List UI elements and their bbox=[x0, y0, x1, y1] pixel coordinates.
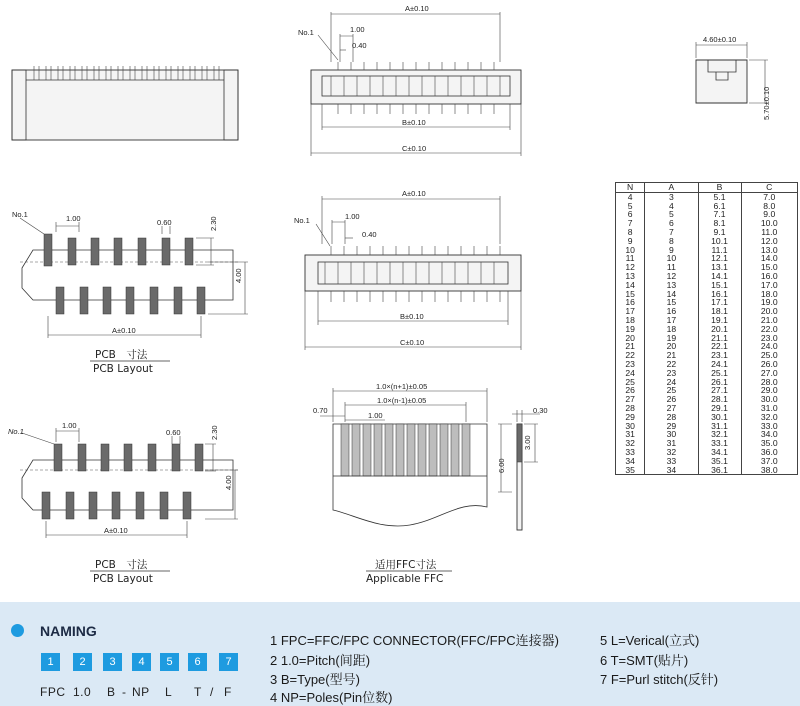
table-cell: 9 bbox=[627, 235, 633, 246]
table-cell: 6 bbox=[645, 219, 698, 228]
table-cell: 11 bbox=[645, 263, 698, 272]
pcb1-pitch-line bbox=[56, 222, 79, 232]
table-cell: 31 bbox=[645, 439, 698, 448]
pcb1-pad-h: 2.30 bbox=[209, 216, 218, 231]
ffc-pitch: 1.00 bbox=[368, 411, 383, 420]
table-cell: 36.0 bbox=[741, 448, 797, 457]
ffc-caption-en: Applicable FFC bbox=[366, 573, 444, 585]
code-token: - bbox=[122, 685, 127, 699]
table-cell: 24.0 bbox=[741, 342, 797, 351]
code-number-box: 3 bbox=[103, 653, 122, 671]
table-cell: 9.1 bbox=[698, 228, 741, 237]
naming-line: 2 1.0=Pitch(间距) bbox=[270, 653, 371, 668]
naming-line: 5 L=Verical(立式) bbox=[600, 633, 700, 648]
table-cell: 7 bbox=[645, 228, 698, 237]
table-cell: 19.0 bbox=[741, 298, 797, 307]
table-cell: 16.1 bbox=[698, 290, 741, 299]
code-number-box: 5 bbox=[160, 653, 179, 671]
table-cell: 33 bbox=[645, 457, 698, 466]
table-cell: 11.0 bbox=[741, 228, 797, 237]
top-housing bbox=[311, 70, 521, 104]
pcb-layout-2 bbox=[8, 421, 238, 585]
table-cell: 18.1 bbox=[698, 307, 741, 316]
table-cell: 34.0 bbox=[741, 430, 797, 439]
pcb2-pad-w-line bbox=[172, 436, 180, 444]
table-cell: 16 bbox=[645, 307, 698, 316]
code-token: B bbox=[107, 685, 116, 699]
table-cell: 18 bbox=[645, 325, 698, 334]
table-cell: 23 bbox=[645, 369, 698, 378]
top-no1: No.1 bbox=[298, 28, 314, 37]
naming-title: NAMING bbox=[40, 623, 97, 639]
table-cell: 27.0 bbox=[741, 369, 797, 378]
top-dim-a: A±0.10 bbox=[405, 4, 429, 13]
code-number-box: 1 bbox=[41, 653, 60, 671]
ffc-inner-line bbox=[345, 402, 466, 422]
ffc-length: 6.00 bbox=[497, 458, 506, 473]
table-cell: 29.1 bbox=[698, 404, 741, 413]
table-cell: 32.1 bbox=[698, 430, 741, 439]
table-cell: 17.0 bbox=[741, 281, 797, 290]
table-cell: 30.1 bbox=[698, 413, 741, 422]
mid-no1: No.1 bbox=[294, 216, 310, 225]
table-cell: 35 bbox=[625, 464, 635, 475]
table-cell: 25.1 bbox=[698, 369, 741, 378]
table-cell: 22 bbox=[625, 350, 635, 361]
table-cell: 36.1 bbox=[698, 466, 741, 475]
code-number-box: 7 bbox=[219, 653, 238, 671]
pcb1-pad-w: 0.60 bbox=[157, 218, 172, 227]
table-cell: 15.0 bbox=[741, 263, 797, 272]
top-dim-pitch: 1.00 bbox=[350, 25, 365, 34]
table-cell: 8 bbox=[645, 237, 698, 246]
table-cell: 31.0 bbox=[741, 404, 797, 413]
table-cell: 29 bbox=[645, 422, 698, 431]
table-header: A bbox=[645, 183, 698, 193]
mid-dim-pitch-line bbox=[332, 220, 345, 244]
table-cell: 8.0 bbox=[741, 202, 797, 211]
table-cell: 35.1 bbox=[698, 457, 741, 466]
table-cell: 17.1 bbox=[698, 298, 741, 307]
table-cell: 21 bbox=[625, 341, 635, 352]
table-cell: 5 bbox=[627, 200, 633, 211]
table-cell: 17 bbox=[625, 306, 635, 317]
ffc-stiff: 3.00 bbox=[523, 435, 532, 450]
pcb2-pads-bottom bbox=[42, 492, 191, 519]
pcb1-caption-en: PCB Layout bbox=[93, 363, 153, 375]
table-cell: 33.0 bbox=[741, 422, 797, 431]
table-cell: 19 bbox=[625, 323, 635, 334]
pcb2-a: A±0.10 bbox=[104, 526, 128, 535]
side-view bbox=[696, 35, 771, 120]
table-cell: 29 bbox=[625, 411, 635, 422]
side-dim-width: 4.60±0.10 bbox=[703, 35, 737, 44]
table-cell: 19.1 bbox=[698, 316, 741, 325]
mid-housing bbox=[305, 255, 521, 291]
table-header: C bbox=[741, 183, 797, 193]
dimension-table bbox=[615, 182, 798, 475]
naming-line: 4 NP=Poles(Pin位数) bbox=[270, 690, 393, 705]
table-cell: 15 bbox=[625, 288, 635, 299]
mid-dim-pitch: 1.00 bbox=[345, 212, 360, 221]
code-token: F bbox=[224, 685, 232, 699]
table-cell: 16 bbox=[625, 297, 635, 308]
table-cell: 28.1 bbox=[698, 395, 741, 404]
table-cell: 5.1 bbox=[698, 192, 741, 201]
table-cell: 18.0 bbox=[741, 290, 797, 299]
side-housing bbox=[696, 60, 747, 103]
table-cell: 9 bbox=[645, 246, 698, 255]
table-cell: 27 bbox=[625, 394, 635, 405]
table-cell: 20 bbox=[625, 332, 635, 343]
code-number-box: 2 bbox=[73, 653, 92, 671]
table-cell: 9.0 bbox=[741, 210, 797, 219]
table-body bbox=[616, 192, 798, 475]
table-cell: 21 bbox=[645, 351, 698, 360]
table-cell: 34 bbox=[625, 455, 635, 466]
ffc-thick: 0.30 bbox=[533, 406, 548, 415]
table-cell: 25 bbox=[645, 386, 698, 395]
table-cell: 18 bbox=[625, 314, 635, 325]
pcb-layout-1 bbox=[12, 210, 248, 375]
table-cell: 7.0 bbox=[741, 192, 797, 201]
table-cell: 21.0 bbox=[741, 316, 797, 325]
table-cell: 35.0 bbox=[741, 439, 797, 448]
table-cell: 26 bbox=[625, 385, 635, 396]
table-cell: 20 bbox=[645, 342, 698, 351]
mid-dim-c: C±0.10 bbox=[400, 338, 425, 347]
code-number-box: 4 bbox=[132, 653, 151, 671]
pcb1-no1-leader bbox=[20, 218, 44, 234]
table-cell: 12.1 bbox=[698, 254, 741, 263]
table-cell: 37.0 bbox=[741, 457, 797, 466]
table-cell: 16.0 bbox=[741, 272, 797, 281]
table-cell: 21.1 bbox=[698, 334, 741, 343]
pcb2-pad-h: 2.30 bbox=[210, 425, 219, 440]
table-cell: 26.0 bbox=[741, 360, 797, 369]
table-cell: 33 bbox=[625, 446, 635, 457]
table-cell: 15 bbox=[645, 298, 698, 307]
table-cell: 13.1 bbox=[698, 263, 741, 272]
ffc-caption-cn: 适用FFC寸法 bbox=[375, 559, 437, 571]
table-cell: 23.1 bbox=[698, 351, 741, 360]
pcb1-pad-h-line bbox=[196, 238, 214, 265]
pcb2-pitch-line bbox=[56, 428, 79, 442]
table-cell: 14.0 bbox=[741, 254, 797, 263]
mid-view bbox=[294, 189, 521, 350]
pcb2-caption-cn: PCB 寸法 bbox=[95, 559, 148, 571]
table-cell: 25 bbox=[625, 376, 635, 387]
ffc-length-line bbox=[498, 424, 512, 492]
table-row bbox=[616, 466, 798, 475]
ffc-contacts bbox=[341, 424, 470, 476]
table-cell: 28.0 bbox=[741, 378, 797, 387]
table-header-row bbox=[616, 183, 798, 193]
ffc-total: 1.0×(n+1)±0.05 bbox=[376, 382, 428, 391]
table-cell: 23 bbox=[625, 358, 635, 369]
top-view bbox=[298, 4, 521, 156]
table-cell: 33.1 bbox=[698, 439, 741, 448]
table-cell: 24.1 bbox=[698, 360, 741, 369]
side-dim-height: 5.70±0.10 bbox=[762, 86, 771, 120]
naming-line: 1 FPC=FFC/FPC CONNECTOR(FFC/FPC连接器) bbox=[270, 633, 560, 648]
table-cell: 3 bbox=[645, 192, 698, 201]
table-cell: 24 bbox=[625, 367, 635, 378]
table-cell: 12.0 bbox=[741, 237, 797, 246]
front-housing bbox=[12, 70, 238, 140]
table-cell: 7.1 bbox=[698, 210, 741, 219]
table-cell: 27.1 bbox=[698, 386, 741, 395]
table-cell: 25.0 bbox=[741, 351, 797, 360]
table-cell: 23.0 bbox=[741, 334, 797, 343]
ffc-edge: 0.70 bbox=[313, 406, 328, 415]
ffc-inner: 1.0×(n-1)±0.05 bbox=[377, 396, 427, 405]
top-no1-leader bbox=[318, 35, 338, 60]
ffc-stiffener bbox=[517, 424, 522, 462]
table-cell: 26.1 bbox=[698, 378, 741, 387]
table-cell: 29.0 bbox=[741, 386, 797, 395]
code-token: FPC bbox=[40, 685, 66, 699]
code-token: 1.0 bbox=[73, 685, 92, 699]
table-cell: 20.0 bbox=[741, 307, 797, 316]
table-cell: 27 bbox=[645, 404, 698, 413]
pcb2-row-gap: 4.00 bbox=[224, 475, 233, 490]
pcb1-caption-cn: PCB 寸法 bbox=[95, 349, 148, 361]
pcb2-pad-h-line bbox=[205, 444, 216, 471]
table-cell: 24 bbox=[645, 378, 698, 387]
pcb2-caption-en: PCB Layout bbox=[93, 573, 153, 585]
mid-dim-pin-width: 0.40 bbox=[362, 230, 377, 239]
table-cell: 22.1 bbox=[698, 342, 741, 351]
naming-line: 3 B=Type(型号) bbox=[270, 672, 360, 687]
table-cell: 10 bbox=[625, 244, 635, 255]
pcb1-pad-w-line bbox=[162, 226, 170, 234]
code-token: T bbox=[194, 685, 202, 699]
naming-section bbox=[0, 602, 800, 706]
front-view bbox=[12, 66, 238, 140]
bullet-dot-icon bbox=[11, 624, 24, 637]
table-cell: 34 bbox=[645, 466, 698, 475]
top-dim-c: C±0.10 bbox=[402, 144, 427, 153]
ffc-view bbox=[313, 382, 548, 585]
table-cell: 22 bbox=[645, 360, 698, 369]
mid-dim-a: A±0.10 bbox=[402, 189, 426, 198]
table-header: N bbox=[616, 183, 645, 193]
table-cell: 10.0 bbox=[741, 219, 797, 228]
pcb2-no1-leader bbox=[22, 433, 54, 444]
table-cell: 28 bbox=[645, 413, 698, 422]
table-cell: 17 bbox=[645, 316, 698, 325]
pcb2-no1: No.1 bbox=[8, 427, 24, 436]
table-cell: 30 bbox=[625, 420, 635, 431]
pcb2-pad-w: 0.60 bbox=[166, 428, 181, 437]
table-cell: 13 bbox=[645, 281, 698, 290]
table-cell: 6 bbox=[627, 209, 633, 220]
pcb2-pitch: 1.00 bbox=[62, 421, 77, 430]
top-dim-a-line bbox=[331, 12, 500, 62]
pcb1-no1: No.1 bbox=[12, 210, 28, 219]
table-cell: 14 bbox=[645, 290, 698, 299]
table-cell: 22.0 bbox=[741, 325, 797, 334]
top-dim-b: B±0.10 bbox=[402, 118, 426, 127]
table-cell: 28 bbox=[625, 402, 635, 413]
pcb1-a: A±0.10 bbox=[112, 326, 136, 335]
table-cell: 11.1 bbox=[698, 246, 741, 255]
pcb1-pads-bottom bbox=[56, 287, 205, 314]
code-number-box: 6 bbox=[188, 653, 207, 671]
side-dim-width-line bbox=[696, 42, 747, 58]
table-cell: 5 bbox=[645, 210, 698, 219]
naming-line: 6 T=SMT(贴片) bbox=[600, 653, 689, 668]
table-cell: 13.0 bbox=[741, 246, 797, 255]
pcb2-pads-top bbox=[54, 444, 203, 471]
table-cell: 31 bbox=[625, 429, 635, 440]
naming-line: 7 F=Purl stitch(反针) bbox=[600, 672, 719, 687]
table-cell: 12 bbox=[645, 272, 698, 281]
table-cell: 10.1 bbox=[698, 237, 741, 246]
mid-dim-b: B±0.10 bbox=[400, 312, 424, 321]
pcb1-pitch: 1.00 bbox=[66, 214, 81, 223]
table-cell: 14 bbox=[625, 279, 635, 290]
table-cell: 30.0 bbox=[741, 395, 797, 404]
table-cell: 32 bbox=[625, 438, 635, 449]
table-cell: 14.1 bbox=[698, 272, 741, 281]
table-cell: 31.1 bbox=[698, 422, 741, 431]
table-cell: 32.0 bbox=[741, 413, 797, 422]
top-dim-pin-width: 0.40 bbox=[352, 41, 367, 50]
table-cell: 19 bbox=[645, 334, 698, 343]
mid-no1-leader bbox=[316, 224, 330, 246]
table-cell: 34.1 bbox=[698, 448, 741, 457]
table-cell: 6.1 bbox=[698, 202, 741, 211]
table-cell: 4 bbox=[645, 202, 698, 211]
table-cell: 15.1 bbox=[698, 281, 741, 290]
table-cell: 8 bbox=[627, 226, 633, 237]
code-token: NP bbox=[132, 685, 150, 699]
table-cell: 8.1 bbox=[698, 219, 741, 228]
table-cell: 11 bbox=[625, 253, 635, 264]
table-cell: 10 bbox=[645, 254, 698, 263]
table-cell: 32 bbox=[645, 448, 698, 457]
table-cell: 4 bbox=[627, 191, 633, 202]
table-cell: 7 bbox=[627, 218, 633, 229]
table-header: B bbox=[698, 183, 741, 193]
code-token: L bbox=[165, 685, 173, 699]
code-token: / bbox=[210, 685, 214, 699]
table-cell: 20.1 bbox=[698, 325, 741, 334]
table-cell: 12 bbox=[625, 262, 635, 273]
pcb1-row-gap: 4.00 bbox=[234, 268, 243, 283]
table-cell: 38.0 bbox=[741, 466, 797, 475]
table-cell: 26 bbox=[645, 395, 698, 404]
table-cell: 30 bbox=[645, 430, 698, 439]
table-cell: 13 bbox=[625, 270, 635, 281]
